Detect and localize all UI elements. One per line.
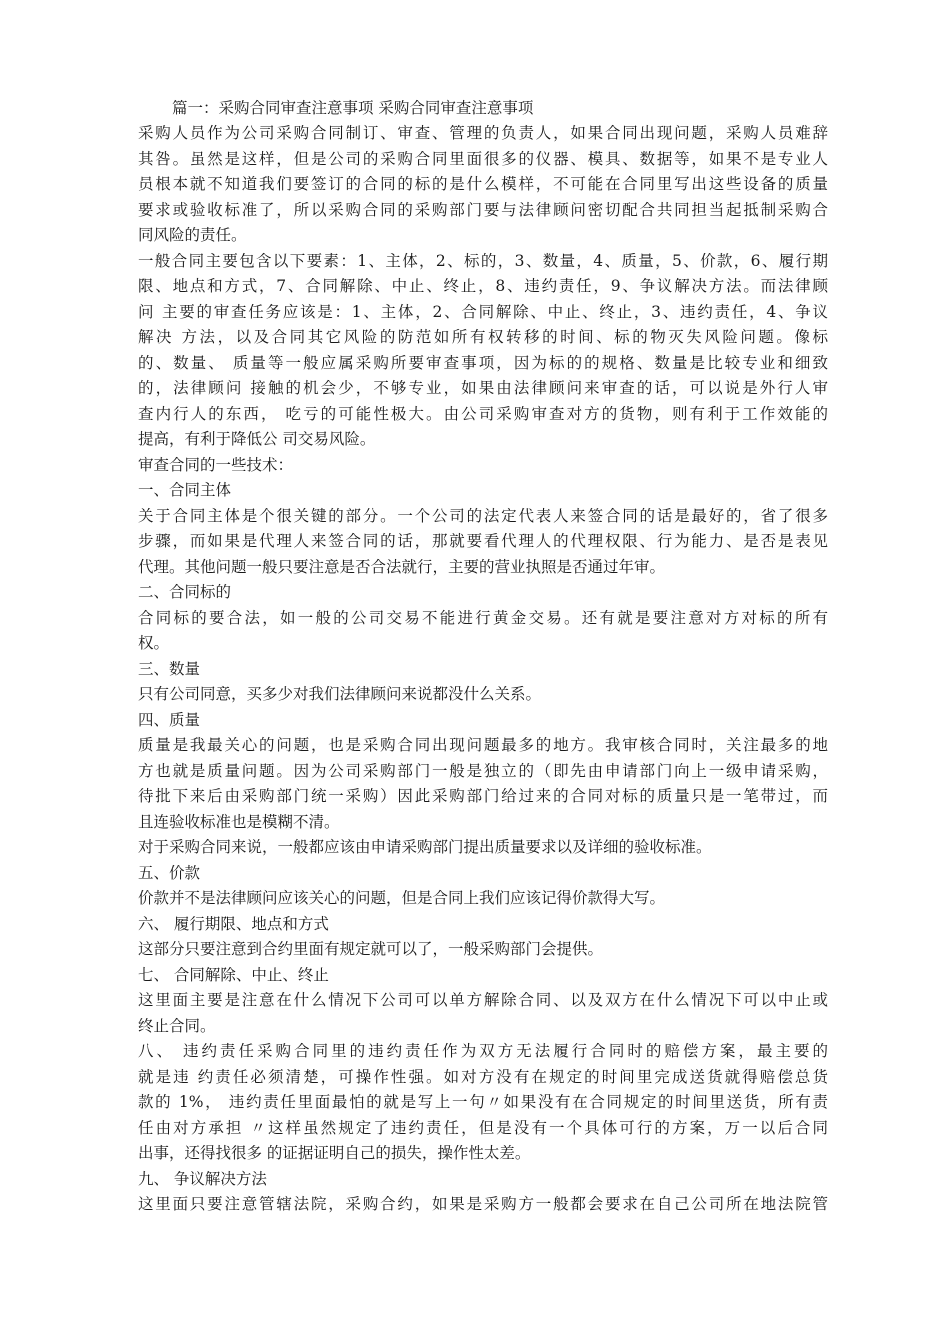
paragraph-line: 要求或验收标准了，所以采购合同的采购部门要与法律顾问密切配合共同担当起抵制采购合 [138, 200, 828, 219]
paragraph-line: 八、 违约责任采购合同里的违约责任作为双方无法履行合同时的赔偿方案，最主要的 [138, 1042, 828, 1060]
paragraph-line: 二、合同标的 [138, 583, 232, 601]
paragraph-line: 六、 履行期限、地点和方式 [138, 914, 329, 933]
paragraph-line: 只有公司同意，买多少对我们法律顾问来说都没什么关系。 [138, 685, 542, 703]
paragraph-line: 就是违 约责任必须清楚，可操作性强。如对方没有在规定的时间里完成送货就得赔偿总货 [138, 1067, 828, 1086]
paragraph-line: 代理。其他问题一般只要注意是否合法就行，主要的营业执照是否通过年审。 [138, 557, 666, 576]
paragraph-line: 同风险的责任。 [138, 226, 247, 244]
paragraph-line: 一、合同主体 [138, 481, 232, 499]
paragraph-line: 其咎。虽然是这样，但是公司的采购合同里面很多的仪器、模具、数据等，如果不是专业人 [138, 149, 828, 168]
paragraph-line: 员根本就不知道我们要签订的合同的标的是什么模样，不可能在合同里写出这些设备的质量 [138, 175, 828, 193]
paragraph-line: 合同标的要合法，如一般的公司交易不能进行黄金交易。还有就是要注意对方对标的所有 [138, 608, 828, 627]
paragraph-line: 待批下来后由采购部门统一采购）因此采购部门给过来的合同对标的质量只是一笔带过，而 [138, 787, 828, 805]
document-title: 篇一：采购合同审查注意事项 采购合同审查注意事项 [172, 99, 534, 117]
paragraph-line: 方也就是质量问题。因为公司采购部门一般是独立的（即先由申请部门向上一级申请采购， [138, 761, 828, 780]
paragraph-line: 的，法律顾问 接触的机会少，不够专业，如果由法律顾问来审查的话，可以说是外行人审 [138, 379, 828, 397]
paragraph-line: 提高，有利于降低公 司交易风险。 [138, 430, 376, 448]
paragraph-line: 审查合同的一些技术： [138, 455, 294, 474]
paragraph-line: 五、价款 [138, 863, 201, 882]
paragraph-line: 这里面主要是注意在什么情况下公司可以单方解除合同、以及双方在什么情况下可以中止或 [138, 991, 828, 1009]
paragraph-line: 四、质量 [138, 710, 201, 729]
paragraph-line: 这部分只要注意到合约里面有规定就可以了，一般采购部门会提供。 [138, 940, 604, 958]
paragraph-line: 一般合同主要包含以下要素：1、主体，2、标的，3、数量，4、质量，5、价款，6、履行期 [138, 251, 828, 270]
paragraph-line: 采购人员作为公司采购合同制订、审查、管理的负责人，如果合同出现问题，采购人员难辞 [138, 124, 828, 142]
paragraph-line: 的、数量、 质量等一般应属采购所要审查事项，因为标的的规格、数量是比较专业和细致 [138, 353, 828, 372]
paragraph-line: 查内行人的东西， 吃亏的可能性极大。由公司采购审查对方的货物，则有利于工作效能的 [138, 404, 828, 423]
paragraph-line: 七、 合同解除、中止、终止 [138, 965, 329, 984]
paragraph-line: 这里面只要注意管辖法院，采购合约，如果是采购方一般都会要求在自己公司所在地法院管 [138, 1195, 828, 1213]
paragraph-line: 任由对方承担 〃这样虽然规定了违约责任，但是没有一个具体可行的方案，万一以后合同 [138, 1118, 828, 1137]
paragraph-line: 款的 1%， 违约责任里面最怕的就是写上一句〃如果没有在合同规定的时间里送货，所有责 [138, 1093, 828, 1111]
paragraph-line: 九、 争议解决方法 [138, 1169, 267, 1188]
paragraph-line: 价款并不是法律顾问应该关心的问题，但是合同上我们应该记得价款得大写。 [138, 889, 666, 907]
paragraph-line: 解决 方法，以及合同其它风险的防范如所有权转移的时间、标的物灭失风险问题。像标 [138, 328, 828, 346]
paragraph-line: 限、地点和方式，7、合同解除、中止、终止，8、违约责任，9、争议解决方法。而法律顾 [138, 277, 828, 295]
paragraph-line: 三、数量 [138, 659, 201, 678]
paragraph-line: 权。 [138, 634, 170, 652]
paragraph-line: 出事，还得找很多 的证据证明自己的损失，操作性太差。 [138, 1144, 531, 1162]
paragraph-line: 步骤，而如果是代理人来签合同的话，那就要看代理人的代理权限、行为能力、是否是表见 [138, 532, 828, 550]
paragraph-line: 终止合同。 [138, 1016, 216, 1035]
paragraph-line: 对于采购合同来说，一般都应该由申请采购部门提出质量要求以及详细的验收标准。 [138, 838, 712, 856]
paragraph-line: 且连验收标准也是模糊不清。 [138, 812, 340, 831]
paragraph-line: 问 主要的审查任务应该是：1、主体，2、合同解除、中止、终止，3、违约责任，4、争议 [138, 302, 828, 321]
paragraph-line: 关于合同主体是个很关键的部分。一个公司的法定代表人来签合同的话是最好的，省了很多 [138, 506, 828, 525]
paragraph-line: 质量是我最关心的问题，也是采购合同出现问题最多的地方。我审核合同时，关注最多的地 [138, 736, 828, 754]
